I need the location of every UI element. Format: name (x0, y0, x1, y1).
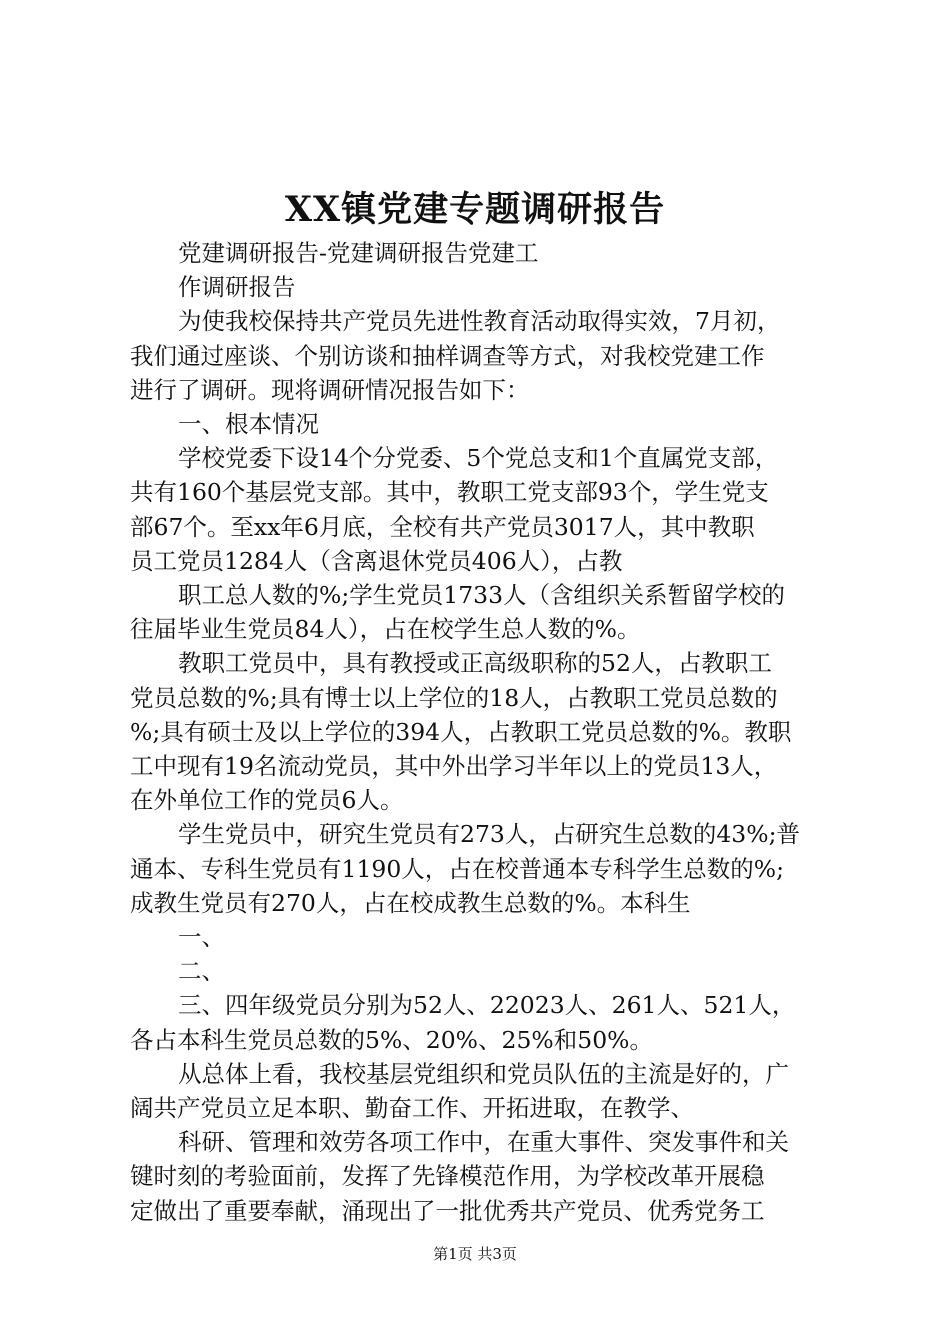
text-line: 党员总数的%;具有博士以上学位的18人，占教职工党员总数的 (130, 683, 778, 712)
text-line: 员工党员1284人（含离退休党员406人），占教 (130, 546, 623, 575)
text-line: 成教生党员有270人，占在校成教生总数的%。本科生 (130, 888, 691, 917)
text-line: 教职工党员中，具有教授或正高级职称的52人，占教职工 (178, 649, 772, 678)
section-heading: 一、根本情况 (178, 410, 319, 438)
text-line: 学生党员中，研究生党员有273人，占研究生总数的43%;普 (178, 820, 801, 849)
text-line: 二、 (178, 957, 225, 986)
text-line: 学校党委下设14个分党委、5个党总支和1个直属党支部， (178, 444, 779, 473)
text-line: 往届毕业生党员84人），占在校学生总人数的%。 (130, 615, 641, 644)
text-line: 进行了调研。现将调研情况报告如下： (130, 375, 530, 404)
text-line: 作调研报告 (178, 273, 296, 302)
text-line: 一、 (178, 923, 225, 951)
text-line: 部67个。至xx年6月底，全校有共产党员3017人，其中教职 (130, 512, 755, 541)
text-line: 各占本科生党员总数的5%、20%、25%和50%。 (130, 1025, 653, 1054)
text-line: 我们通过座谈、个别访谈和抽样调查等方式，对我校党建工作 (130, 341, 765, 370)
page-footer: 第1页 共3页 (433, 1245, 517, 1263)
text-line: 党建调研报告-党建调研报告党建工 (178, 239, 539, 267)
text-line: 定做出了重要奉献，涌现出了一批优秀共产党员、优秀党务工 (130, 1196, 765, 1225)
text-line: 职工总人数的%;学生党员1733人（含组织关系暂留学校的 (178, 581, 786, 609)
text-line: 键时刻的考验面前，发挥了先锋模范作用，为学校改革开展稳 (130, 1162, 765, 1191)
text-line: 三、四年级党员分别为52人、22023人、261人、521人， (178, 991, 796, 1020)
text-line: 为使我校保持共产党员先进性教育活动取得实效，7月初， (178, 307, 781, 336)
text-line: 共有160个基层党支部。其中，教职工党支部93个，学生党支 (130, 478, 769, 507)
text-line: 阔共产党员立足本职、勤奋工作、开拓进取，在教学、 (130, 1094, 694, 1122)
text-line: 工中现有19名流动党员，其中外出学习半年以上的党员13人， (130, 752, 778, 780)
document-title: XX镇党建专题调研报告 (284, 189, 666, 230)
text-line: 科研、管理和效劳各项工作中，在重大事件、突发事件和关 (178, 1128, 789, 1157)
text-line: 在外单位工作的党员6人。 (130, 786, 404, 815)
text-line: 通本、专科生党员有1190人，占在校普通本专科学生总数的%; (130, 854, 785, 883)
text-line: %;具有硕士及以上学位的394人，占教职工党员总数的%。教职 (130, 717, 792, 746)
text-line: 从总体上看，我校基层党组织和党员队伍的主流是好的，广 (178, 1059, 789, 1088)
